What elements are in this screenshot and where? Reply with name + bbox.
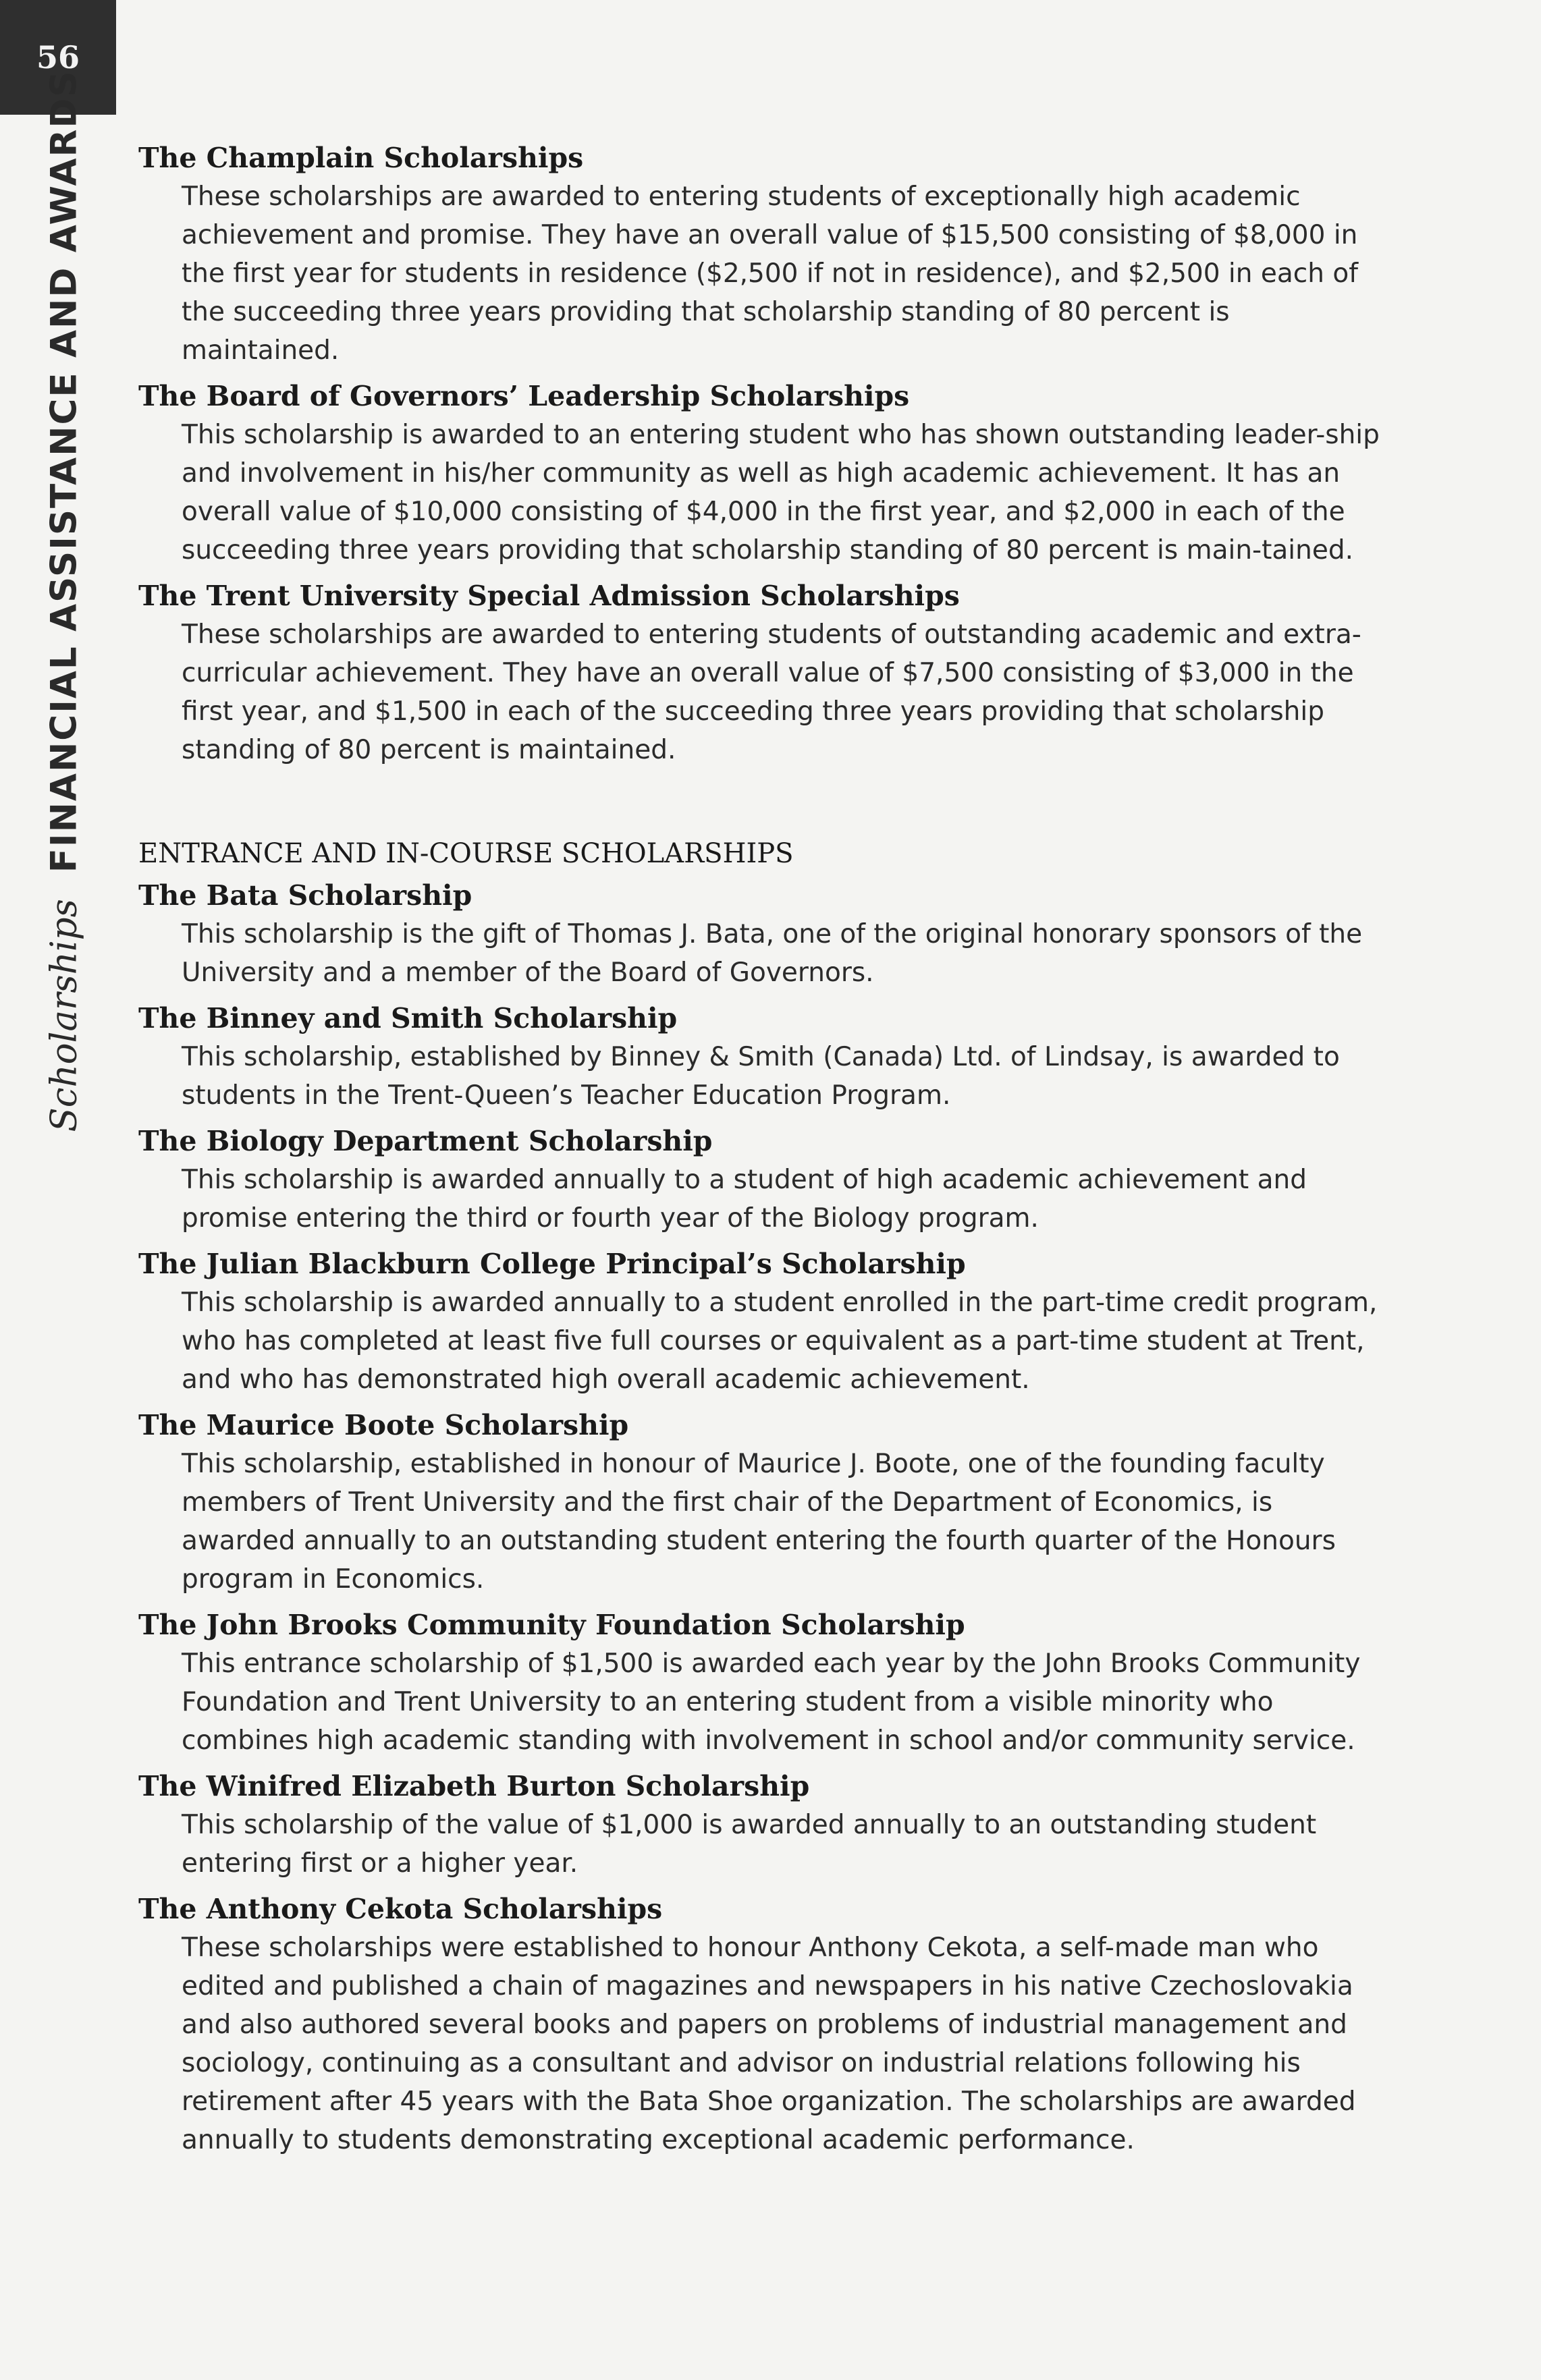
- entry-title: The Julian Blackburn College Principal’s Scholarship: [138, 1248, 966, 1280]
- entry-description: This scholarship, established by Binney & Smith (Canada) Ltd. of Lindsay, is awarded to students in the Trent-Queen’s Teacher Education Program.: [182, 1042, 1340, 1111]
- entry-description: These scholarships were established to honour Anthony Cekota, a self-made man who edited and published a chain of magazines and newspapers in his native Czechoslovakia and also authored several books and papers on problems of industrial management and sociology, continuing as a consultant and advisor on industrial relations following his retirement after 45 years with the Bata Shoe organization. The scholarships are awarded annually to students demonstrating exceptional academic performance.: [182, 1933, 1356, 2155]
- entry-description: These scholarships are awarded to entering students of outstanding academic and extra-curricular achievement. They have an overall value of $7,500 consisting of $3,000 in the first year, and $1,500 in each of the succeeding three years providing that scholarship standing of 80 percent is maintained.: [182, 619, 1361, 765]
- scholarship-entry-winifred-burton: [138, 1767, 1394, 1883]
- entry-description: This scholarship is awarded annually to a student enrolled in the part-time credit program, who has completed at least five full courses or equivalent as a part-time student at Trent, and who has demonstrated high overall academic achievement.: [182, 1288, 1378, 1395]
- entry-title: The Trent University Special Admission Scholarships: [138, 580, 960, 612]
- entry-title: The Biology Department Scholarship: [138, 1125, 713, 1157]
- scholarship-entry-julian-blackburn: [138, 1244, 1394, 1399]
- scholarship-entry-bata: [138, 876, 1394, 992]
- entry-title: The Board of Governors’ Leadership Scholarships: [138, 380, 910, 412]
- scholarship-entry-biology: [138, 1122, 1394, 1238]
- entry-description: This scholarship is the gift of Thomas J. Bata, one of the original honorary sponsors of the University and a member of the Board of Governors.: [182, 919, 1363, 988]
- entry-description: This scholarship is awarded to an entering student who has shown outstanding leader-ship and involvement in his/her community as well as high academic achievement. It has an overall value of $10,000 consisting of $4,000 in the first year, and $2,000 in each of the succeeding three years providing that scholarship standing of 80 percent is main-tained.: [182, 420, 1380, 565]
- scholarship-entry-anthony-cekota: [138, 1889, 1394, 2159]
- section-side-label: [27, 69, 101, 1132]
- entry-title: The Binney and Smith Scholarship: [138, 1002, 678, 1034]
- side-label-financial-assistance: FINANCIAL ASSISTANCE AND AWARDS: [43, 69, 85, 873]
- entry-title: The Anthony Cekota Scholarships: [138, 1893, 663, 1925]
- main-content: [138, 138, 1394, 2166]
- entry-description: This entrance scholarship of $1,500 is awarded each year by the John Brooks Community Foundation and Trent University to an entering student from a visible minority who combines high academic standing with involvement in school and/or community service.: [182, 1649, 1361, 1756]
- entry-description: This scholarship, established in honour of Maurice J. Boote, one of the founding faculty members of Trent University and the first chair of the Department of Economics, is awarded annually to an outstanding student entering the fourth quarter of the Honours program in Economics.: [182, 1449, 1336, 1595]
- scholarship-entry-john-brooks: [138, 1605, 1394, 1760]
- scholarship-entry-board-of-governors: [138, 377, 1394, 570]
- entry-title: The Maurice Boote Scholarship: [138, 1409, 629, 1441]
- scholarship-entry-binney-smith: [138, 999, 1394, 1115]
- entry-title: The John Brooks Community Foundation Scholarship: [138, 1609, 965, 1641]
- entry-description: This scholarship is awarded annually to a student of high academic achievement and promise entering the third or fourth year of the Biology program.: [182, 1165, 1307, 1234]
- entry-title: The Champlain Scholarships: [138, 142, 584, 174]
- page-number: 56: [0, 0, 116, 115]
- side-label-scholarships: Scholarships: [43, 898, 85, 1132]
- scholarship-entry-maurice-boote: [138, 1406, 1394, 1599]
- entry-title: The Winifred Elizabeth Burton Scholarship: [138, 1770, 810, 1802]
- entry-description: These scholarships are awarded to entering students of exceptionally high academic achievement and promise. They have an overall value of $15,500 consisting of $8,000 in the first year for students in residence ($2,500 if not in residence), and $2,500 in each of the succeeding three years providing that scholarship standing of 80 percent is maintained.: [182, 182, 1358, 366]
- scholarship-entry-special-admission: [138, 576, 1394, 769]
- section-heading: ENTRANCE AND IN-COURSE SCHOLARSHIPS: [138, 838, 794, 869]
- entry-description: This scholarship of the value of $1,000 is awarded annually to an outstanding student entering first or a higher year.: [182, 1810, 1317, 1879]
- scholarship-entry-champlain: [138, 138, 1394, 370]
- entry-title: The Bata Scholarship: [138, 879, 472, 912]
